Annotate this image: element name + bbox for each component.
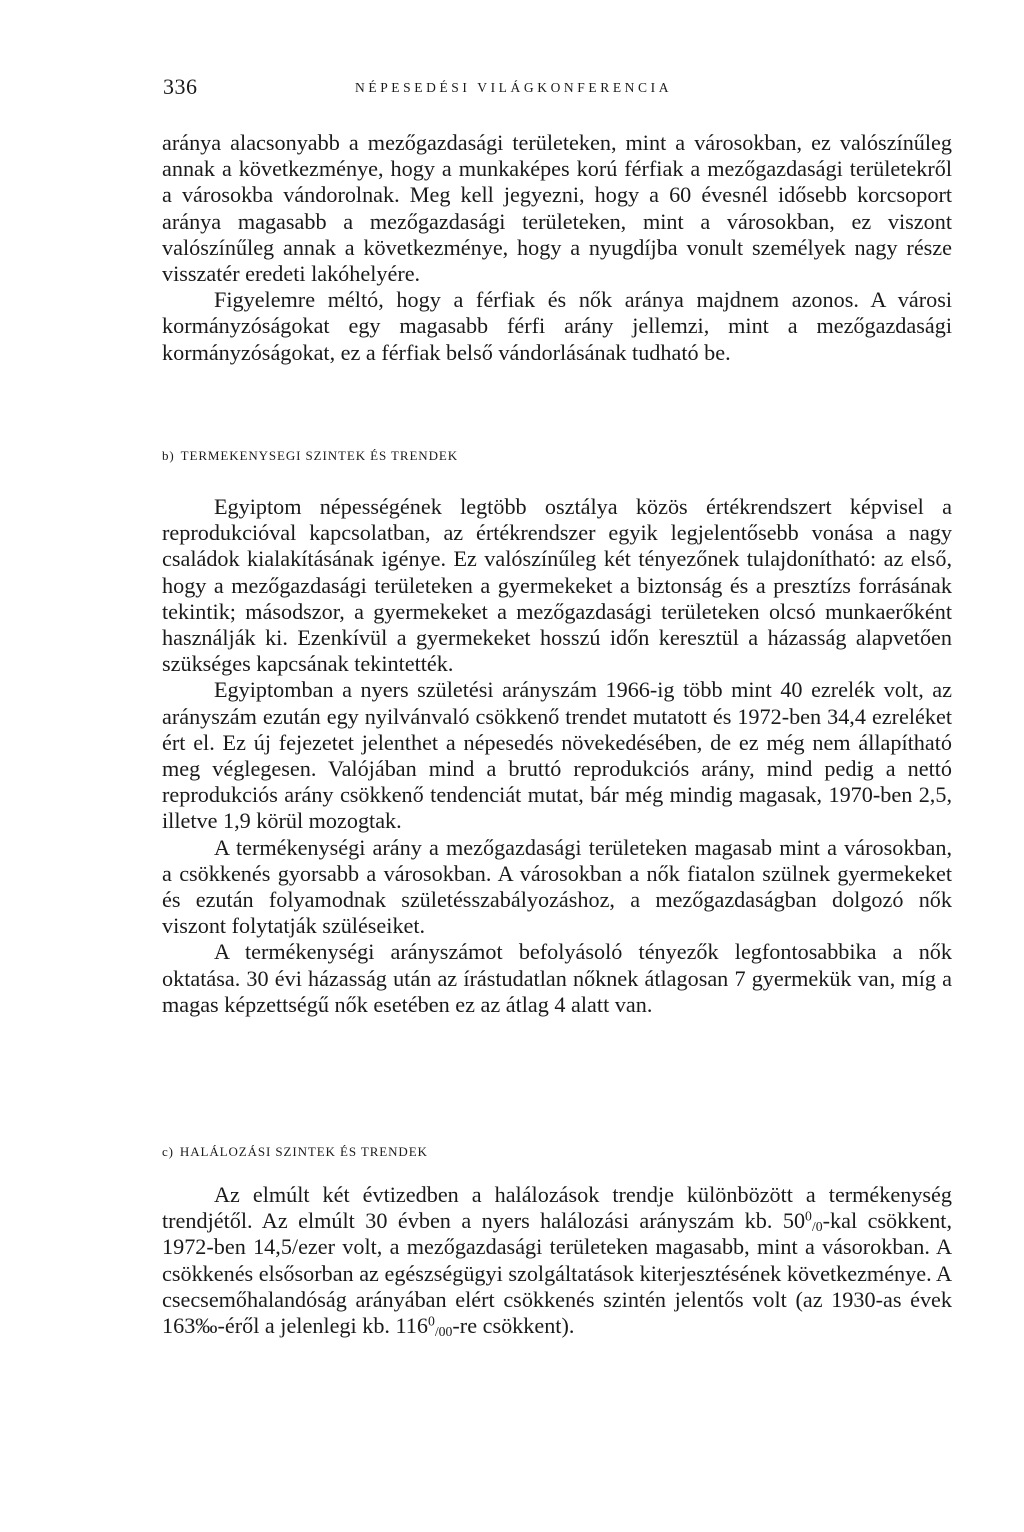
section-heading-b — [162, 448, 458, 464]
text-run: -kal csökkent, 1972-ben 14,5/ezer volt, a mezőgazdasági területeken magasabb, mint a vásorokban. A csökkenés elsősorban az egészségügyi szolgáltatások kiterjesztésének következménye. A csecsemőhalandóság arányában elért csökkenés szintén jelentős volt (az 1930-as évek 163 — [162, 1208, 952, 1339]
text-run: Az elmúlt két évtizedben a halálozások trendje különbözött a termékenység trendjétől. Az elmúlt 30 évben a nyers halálozási arányszám kb. 50 — [162, 1182, 952, 1234]
section-letter: c) — [162, 1144, 174, 1159]
text-run: -éről a jelenlegi kb. 116 — [217, 1313, 428, 1339]
percent-sign-denominator: /0 — [811, 1218, 823, 1234]
permille-sign-numerator: 0 — [427, 1313, 435, 1329]
section-b-text — [162, 494, 952, 1018]
text-run: -re csökkent). — [452, 1313, 575, 1339]
paragraph: Egyiptomban a nyers születési arányszám 1966-ig több mint 40 ezrelék volt, az arányszám ezután egy nyilvánvaló csökkenő trendet mutatott és 1972-ben 34,4 ezreléket ért el. Ez új fejezetet jelenthet a népesedés növekedésében, de ez még nem állapítható meg véglegesen. Valójában mind a bruttó reprodukciós arány, mind pedig a nettó reprodukciós arány csökkenő tendenciát mutat, bár még mindig magasak, 1970-ben 2,5, illetve 1,9 körül mozogtak. — [162, 677, 952, 834]
paragraph: A termékenységi arány a mezőgazdasági területeken magasab mint a városokban, a csökkenés gyorsabb a városokban. A városokban a nők fiatalon szülnek gyermekeket és ezután folyamodnak születésszabályozáshoz, a mezőgazdaságban dolgozó nők viszont folytatják szüléseiket. — [162, 834, 952, 939]
running-head: NÉPESEDÉSI VILÁGKONFERENCIA — [355, 80, 673, 95]
paragraph: aránya alacsonyabb a mezőgazdasági területeken, mint a városokban, ez valószínűleg annak a következménye, hogy a munkaképes korú férfiak a mezőgazdasági területekről a városokba vándorolnak. Meg kell jegyezni, hogy a 60 évesnél idősebb korcsoport aránya magasabb a mezőgazdasági területeken, mint a városokban, ez viszont valószínűleg annak a következménye, hogy a nyugdíjba vonult személyek nagy része visszatér eredeti lakóhelyére. — [162, 130, 952, 287]
section-heading-c — [162, 1144, 428, 1160]
permille-sign: ‰ — [195, 1313, 218, 1339]
paragraph: A termékenységi arányszámot befolyásoló tényezők legfontosabbika a nők oktatása. 30 évi házasság után az írástudatlan nőknek átlagosan 7 gyermekük van, míg a magas képzettségű nők esetében ez az átlag 4 alatt van. — [162, 939, 952, 1017]
section-c-text — [162, 1182, 952, 1339]
paragraph — [162, 1182, 952, 1339]
page-header — [163, 74, 953, 104]
section-title: HALÁLOZÁSI SZINTEK ÉS TRENDEK — [179, 1144, 428, 1159]
paragraph: Egyiptom népességének legtöbb osztálya közös értékrendszert képvisel a reprodukcióval kapcsolatban, az értékrendszer egyik legjelentősebb vonása a nagy családok kialakításának igénye. Ez valószínűleg két tényezőnek tulajdonítható: az első, hogy a mezőgazdasági területeken a gyermekeket a biztonság és a presztízs forrásának tekintik; másodszor, a gyermekeket a mezőgazdasági területeken olcsó munkaerőként használják ki. Ezenkívül a gyermekeket hosszú időn keresztül a házasság alapvetően szükséges kapcsának tekintették. — [162, 494, 952, 677]
section-title: TERMEKENYSEGI SZINTEK ÉS TRENDEK — [180, 448, 458, 463]
percent-sign-numerator: 0 — [805, 1208, 812, 1224]
paragraph: Figyelemre méltó, hogy a férfiak és nők aránya majdnem azonos. A városi kormányzóságokat egy magasabb férfi arány jellemzi, mint a mezőgazdasági kormányzóságokat, ez a férfiak belső vándorlásának tudható be. — [162, 287, 952, 365]
permille-sign-denominator: /00 — [434, 1323, 453, 1339]
intro-text — [162, 130, 952, 366]
section-letter: b) — [162, 448, 175, 463]
page-number: 336 — [163, 74, 198, 99]
